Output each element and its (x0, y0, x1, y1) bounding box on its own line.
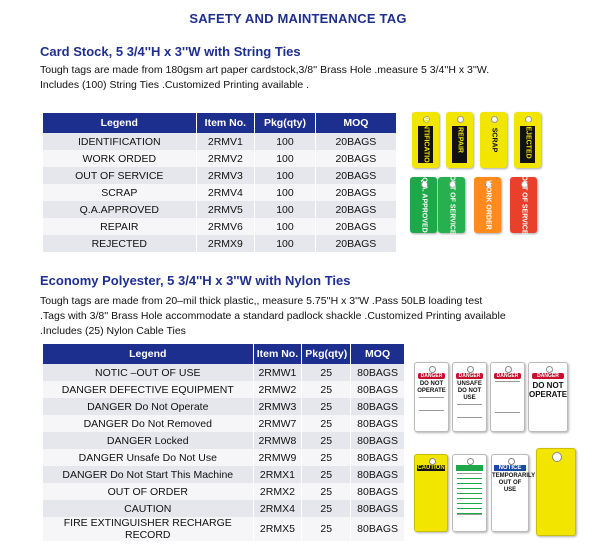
tag-danger-unsafe: DANGER UNSAFE DO NOT USE (452, 362, 487, 432)
legend-cell: Q.A.APPROVED (43, 201, 196, 218)
moq-cell: 80BAGS (351, 364, 404, 381)
legend-cell: CAUTION (43, 500, 253, 517)
legend-cell: NOTIC –OUT OF USE (43, 364, 253, 381)
pkg-qty-cell: 25 (302, 466, 351, 483)
pkg-qty-cell: 100 (255, 218, 316, 235)
tag-danger-do-not-operate: DANGER DO NOT OPERATE (414, 362, 449, 432)
tag-out-of-service-green: OUT OF SERVICE (438, 177, 465, 233)
legend-cell: DANGER Do Not Start This Machine (43, 466, 253, 483)
item-no-cell: 2RMW3 (253, 398, 302, 415)
table-row (43, 184, 396, 201)
tag-danger-do-not-operate-2: DANGER DO NOT OPERATE (528, 362, 568, 432)
moq-cell: 80BAGS (351, 415, 404, 432)
table-header-row (43, 113, 396, 133)
pkg-qty-cell: 100 (255, 184, 316, 201)
pkg-qty-cell: 25 (302, 381, 351, 398)
header-legend: Legend (43, 344, 253, 364)
header-pkg-qty: Pkg(qty) (302, 344, 351, 364)
tag-qa-approved: Q.A. APPROVED (410, 177, 437, 233)
pkg-qty-cell: 25 (302, 432, 351, 449)
table-row (43, 500, 404, 517)
table-row (43, 235, 396, 252)
table-row (43, 449, 404, 466)
table-row (43, 133, 396, 150)
table-row (43, 432, 404, 449)
pkg-qty-cell: 100 (255, 235, 316, 252)
item-no-cell: 2RMV3 (196, 167, 255, 184)
section2-description (40, 294, 506, 339)
moq-cell: 80BAGS (351, 381, 404, 398)
table-row (43, 150, 396, 167)
tag-repair: REPAIR (446, 112, 473, 168)
section2-title: Economy Polyester, 5 3/4''H x 3''W with Nylon Ties (40, 273, 351, 288)
moq-cell: 80BAGS (351, 432, 404, 449)
legend-cell: DANGER Do Not Removed (43, 415, 253, 432)
pkg-qty-cell: 25 (302, 500, 351, 517)
section1-description (40, 63, 489, 93)
table-row (43, 466, 404, 483)
section1-desc-line1: Tough tags are made from 180gsm art paper cardstock,3/8'' Brass Hole .measure 5 3/4''H x 3''W. (40, 64, 490, 76)
pkg-qty-cell: 25 (302, 517, 351, 541)
section2-desc-line2: .Tags with 3/8'' Brass Hole accommodate a standard padlock shackle .Customized Printing available (40, 310, 506, 322)
moq-cell: 80BAGS (351, 466, 404, 483)
item-no-cell: 2RMV6 (196, 218, 255, 235)
pkg-qty-cell: 100 (255, 167, 316, 184)
tag-rejected: REJECTED (514, 112, 541, 168)
item-no-cell: 2RMW1 (253, 364, 302, 381)
item-no-cell: 2RMW8 (253, 432, 302, 449)
moq-cell: 20BAGS (315, 235, 396, 252)
item-no-cell: 2RMW2 (253, 381, 302, 398)
item-no-cell: 2RMX2 (253, 483, 302, 500)
item-no-cell: 2RMX5 (253, 517, 302, 541)
tag-fire-extinguisher-record (452, 454, 487, 532)
moq-cell: 80BAGS (351, 449, 404, 466)
item-no-cell: 2RMX9 (196, 235, 255, 252)
moq-cell: 80BAGS (351, 517, 404, 541)
table-row (43, 517, 404, 541)
pkg-qty-cell: 25 (302, 398, 351, 415)
item-no-cell: 2RMV2 (196, 150, 255, 167)
table-row (43, 381, 404, 398)
card-stock-table (43, 113, 396, 252)
legend-cell: SCRAP (43, 184, 196, 201)
table-row (43, 167, 396, 184)
item-no-cell: 2RMV5 (196, 201, 255, 218)
legend-cell: IDENTIFICATION (43, 133, 196, 150)
tag-yellow-blank (536, 448, 576, 536)
legend-cell: OUT OF ORDER (43, 483, 253, 500)
moq-cell: 80BAGS (351, 483, 404, 500)
item-no-cell: 2RMX4 (253, 500, 302, 517)
pkg-qty-cell: 100 (255, 150, 316, 167)
header-pkg-qty: Pkg(qty) (255, 113, 316, 133)
legend-cell: OUT OF SERVICE (43, 167, 196, 184)
section1-desc-line2: Includes (100) String Ties .Customized Printing available . (40, 79, 310, 91)
legend-cell: FIRE EXTINGUISHER RECHARGE RECORD (43, 517, 253, 541)
table-header-row (43, 344, 404, 364)
pkg-qty-cell: 25 (302, 364, 351, 381)
section1-title: Card Stock, 5 3/4''H x 3''W with String Ties (40, 44, 301, 59)
pkg-qty-cell: 100 (255, 201, 316, 218)
legend-cell: DANGER DEFECTIVE EQUIPMENT (43, 381, 253, 398)
moq-cell: 20BAGS (315, 133, 396, 150)
tag-out-of-service-red: OUT OF SERVICE (510, 177, 537, 233)
pkg-qty-cell: 100 (255, 133, 316, 150)
section2-desc-line3: .Includes (25) Nylon Cable Ties (40, 325, 186, 337)
tag-notice-out-of-use: NOTICE TEMPORARILY OUT OF USE (491, 454, 529, 532)
header-legend: Legend (43, 113, 196, 133)
moq-cell: 20BAGS (315, 201, 396, 218)
table-row (43, 415, 404, 432)
moq-cell: 20BAGS (315, 184, 396, 201)
table-row (43, 483, 404, 500)
tag-scrap: SCRAP (480, 112, 507, 168)
header-moq: MOQ (351, 344, 404, 364)
polyester-table (43, 344, 404, 541)
card-stock-tags-image (410, 112, 590, 252)
header-moq: MOQ (315, 113, 396, 133)
section2-desc-line1: Tough tags are made from 20–mil thick plastic,, measure 5.75''H x 3''W .Pass 50LB loading test (40, 295, 483, 307)
table-row (43, 398, 404, 415)
moq-cell: 80BAGS (351, 500, 404, 517)
item-no-cell: 2RMW9 (253, 449, 302, 466)
table-row (43, 364, 404, 381)
item-no-cell: 2RMX1 (253, 466, 302, 483)
header-item-no: Item No. (253, 344, 302, 364)
moq-cell: 20BAGS (315, 150, 396, 167)
tag-work-order: WORK ORDER (474, 177, 501, 233)
item-no-cell: 2RMV4 (196, 184, 255, 201)
table-row (43, 218, 396, 235)
item-no-cell: 2RMW7 (253, 415, 302, 432)
header-item-no: Item No. (196, 113, 255, 133)
legend-cell: REJECTED (43, 235, 196, 252)
legend-cell: REPAIR (43, 218, 196, 235)
moq-cell: 20BAGS (315, 218, 396, 235)
moq-cell: 80BAGS (351, 398, 404, 415)
pkg-qty-cell: 25 (302, 415, 351, 432)
tag-caution: CAUTION (414, 454, 448, 532)
page-title: SAFETY AND MAINTENANCE TAG (189, 11, 407, 26)
legend-cell: DANGER Locked (43, 432, 253, 449)
tag-danger-blank: DANGER (490, 362, 525, 432)
legend-cell: WORK ORDED (43, 150, 196, 167)
pkg-qty-cell: 25 (302, 483, 351, 500)
legend-cell: DANGER Unsafe Do Not Use (43, 449, 253, 466)
item-no-cell: 2RMV1 (196, 133, 255, 150)
moq-cell: 20BAGS (315, 167, 396, 184)
polyester-tags-image (414, 362, 590, 538)
tag-identification: IDENTIFICATION (412, 112, 439, 168)
legend-cell: DANGER Do Not Operate (43, 398, 253, 415)
pkg-qty-cell: 25 (302, 449, 351, 466)
table-row (43, 201, 396, 218)
